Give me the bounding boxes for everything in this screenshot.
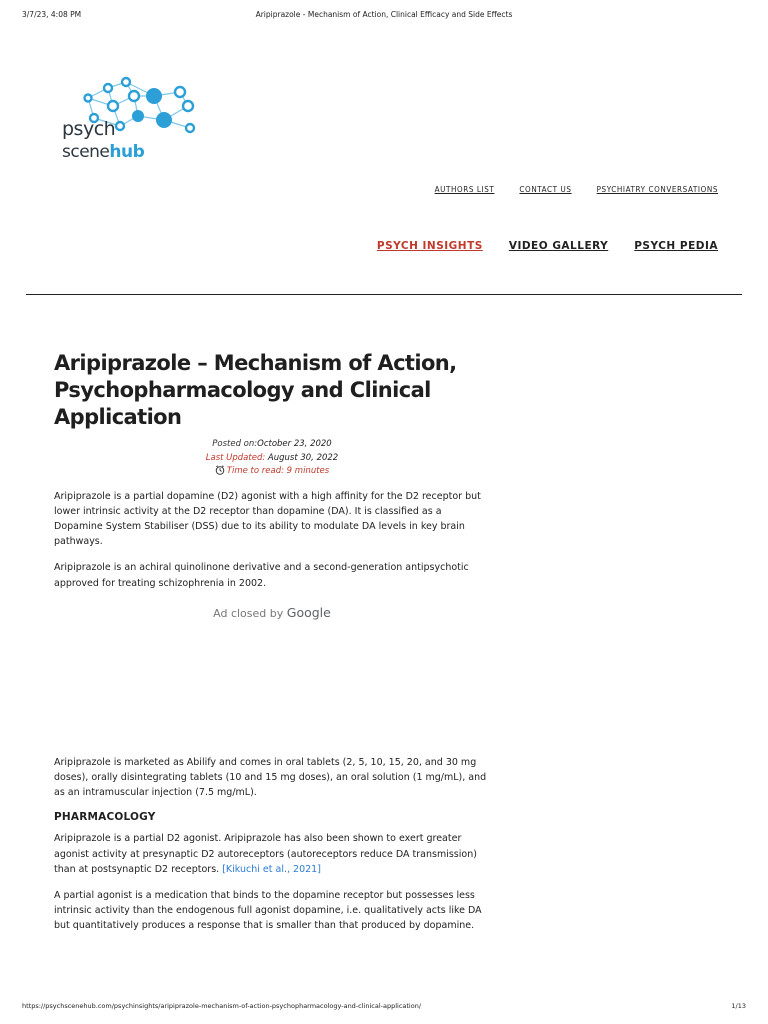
clock-icon — [215, 465, 225, 481]
logo-word-scenehub — [62, 142, 144, 162]
article — [54, 350, 490, 945]
posted-on — [54, 438, 490, 452]
logo-word-scene: scene — [62, 142, 110, 162]
intro-paragraph: Aripiprazole is a partial dopamine (D2) agonist with a high affinity for the D2 receptor but lower intrinsic activity at the D2 receptor than dopamine (DA). It is classified as a Dopamine System Stabiliser (DSS) due to its ability to modulate DA levels in key brain pathways. — [54, 490, 481, 548]
formulation-paragraph: Aripiprazole is marketed as Abilify and comes in oral tablets (2, 5, 10, 15, 20, and 30 mg doses), orally disintegrating tablets (10 and 15 mg doses), an oral solution (1 mg/mL), and as an intramuscular injection (7.5 mg/mL). — [54, 756, 487, 799]
page-number: 1/13 — [731, 1002, 746, 1010]
header-divider — [26, 294, 742, 295]
last-updated — [54, 452, 490, 466]
utility-nav — [435, 185, 718, 194]
logo-word-hub: hub — [109, 142, 145, 162]
logo-word-psych: psych — [62, 118, 116, 140]
nav-contact-us-link[interactable]: CONTACT US — [519, 185, 572, 194]
approval-paragraph: Aripiprazole is an achiral quinolinone derivative and a second-generation antipsychotic approved for treating schizophrenia in 2002. — [54, 562, 469, 589]
main-nav — [377, 240, 718, 252]
read-time-text: Time to read: 9 minutes — [226, 466, 330, 476]
citation-link[interactable]: [Kikuchi et al., 2021] — [222, 863, 321, 875]
print-header — [22, 10, 746, 22]
print-url: https://psychscenehub.com/psychinsights/aripiprazole-mechanism-of-action-psychopharmacology-and-clinical-application/ — [22, 1002, 422, 1010]
section-heading-pharmacology: PHARMACOLOGY — [54, 811, 156, 824]
print-date: 3/7/23, 4:08 PM — [22, 10, 82, 19]
nav-authors-list-link[interactable]: AUTHORS LIST — [434, 185, 495, 194]
read-time — [54, 465, 490, 481]
nav-psych-insights-link[interactable]: PSYCH INSIGHTS — [376, 240, 483, 252]
article-meta — [54, 438, 490, 481]
last-updated-label: Last Updated: — [205, 452, 266, 463]
nav-psych-pedia-link[interactable]: PSYCH PEDIA — [634, 240, 718, 252]
print-doc-title: Aripiprazole - Mechanism of Action, Clinical Efficacy and Side Effects — [255, 10, 513, 19]
partial-agonist-paragraph: A partial agonist is a medication that binds to the dopamine receptor but possesses less intrinsic activity than the endogenous full agonist dopamine, i.e. qualitatively acts like DA but quantitatively produces a response that is smaller than that produced by dopamine. — [54, 889, 482, 932]
ad-closed-text: Ad closed by — [213, 606, 287, 620]
site-logo[interactable] — [58, 76, 208, 176]
article-title: Aripiprazole – Mechanism of Action, Psychopharmacology and Clinical Application — [54, 351, 457, 429]
ad-closed-notice — [54, 605, 490, 755]
ad-brand: Google — [286, 604, 331, 620]
nav-psychiatry-conversations-link[interactable]: PSYCHIATRY CONVERSATIONS — [596, 185, 718, 194]
last-updated-date: August 30, 2022 — [265, 452, 339, 463]
posted-on-date: October 23, 2020 — [257, 439, 332, 449]
pharmacology-paragraph — [54, 831, 490, 877]
posted-on-label: Posted on: — [212, 439, 258, 449]
print-footer — [22, 1002, 746, 1010]
nav-video-gallery-link[interactable]: VIDEO GALLERY — [508, 240, 609, 252]
pharmacology-paragraph-text: Aripiprazole is a partial D2 agonist. Aripiprazole has also been shown to exert greater agonist activity at presynaptic D2 autoreceptors (autoreceptors reduce DA transmission) than at postsynaptic D2 receptors. — [54, 833, 477, 875]
